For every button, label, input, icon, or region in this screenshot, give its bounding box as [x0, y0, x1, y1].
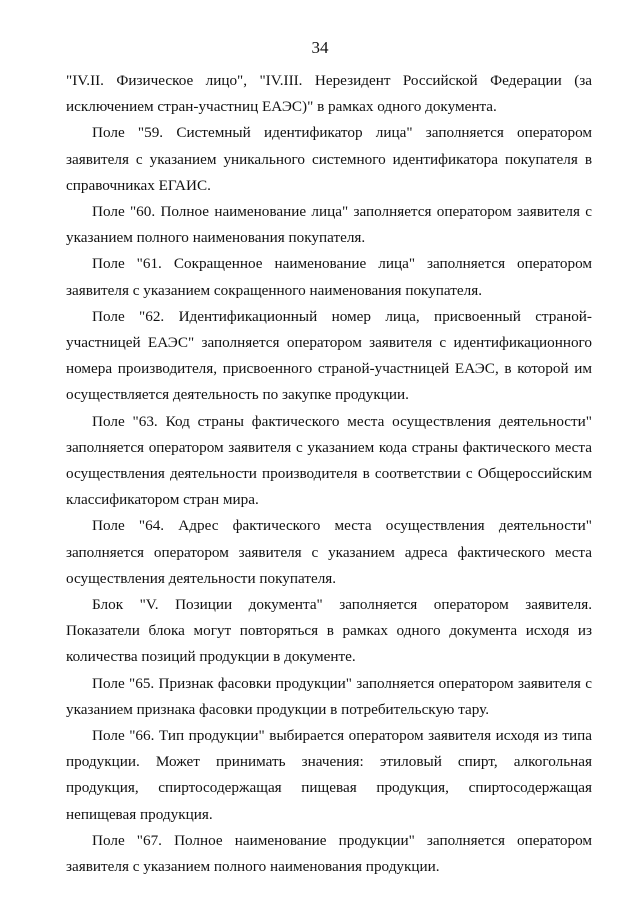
document-body	[66, 68, 592, 880]
paragraph-field-66: Поле "66. Тип продукции" выбирается оператором заявителя исходя из типа продукции. Может принимать значения: этиловый спирт, алкогольная продукция, спиртосодержащая пищевая продукция, спиртосодержащая непищевая продукция.	[66, 727, 592, 823]
paragraph-field-60: Поле "60. Полное наименование лица" заполняется оператором заявителя с указанием полного наименования покупателя.	[66, 203, 592, 247]
paragraph-continuation: "IV.II. Физическое лицо", "IV.III. Нерезидент Российской Федерации (за исключением стран-участниц ЕАЭС)" в рамках одного документа.	[66, 72, 592, 116]
paragraph-field-61: Поле "61. Сокращенное наименование лица" заполняется оператором заявителя с указанием сокращенного наименования покупателя.	[66, 255, 592, 299]
page-number: 34	[311, 38, 329, 57]
paragraph-field-62: Поле "62. Идентификационный номер лица, присвоенный страной-участницей ЕАЭС" заполняется оператором заявителя с идентификационного номера производителя, присвоенного страной-участницей ЕАЭС, в которой им осуществляется деятельность по закупке продукции.	[66, 307, 592, 404]
paragraph-field-64: Поле "64. Адрес фактического места осуществления деятельности" заполняется оператором заявителя с указанием адреса фактического места осуществления деятельности покупателя.	[66, 517, 592, 587]
paragraph-block-v: Блок "V. Позиции документа" заполняется оператором заявителя. Показатели блока могут повторяться в рамках одного документа исходя из количества позиций продукции в документе.	[66, 596, 592, 666]
paragraph-field-65: Поле "65. Признак фасовки продукции" заполняется оператором заявителя с указанием признака фасовки продукции в потребительскую тару.	[66, 674, 592, 718]
paragraph-field-59: Поле "59. Системный идентификатор лица" заполняется оператором заявителя с указанием уникального системного идентификатора покупателя в справочниках ЕГАИС.	[66, 124, 592, 194]
paragraph-field-63: Поле "63. Код страны фактического места осуществления деятельности" заполняется оператором заявителя с указанием кода страны фактического места осуществления деятельности производителя в соответствии с Общероссийским классификатором стран мира.	[66, 412, 592, 509]
paragraph-field-67: Поле "67. Полное наименование продукции" заполняется оператором заявителя с указанием полного наименования продукции.	[66, 831, 592, 876]
